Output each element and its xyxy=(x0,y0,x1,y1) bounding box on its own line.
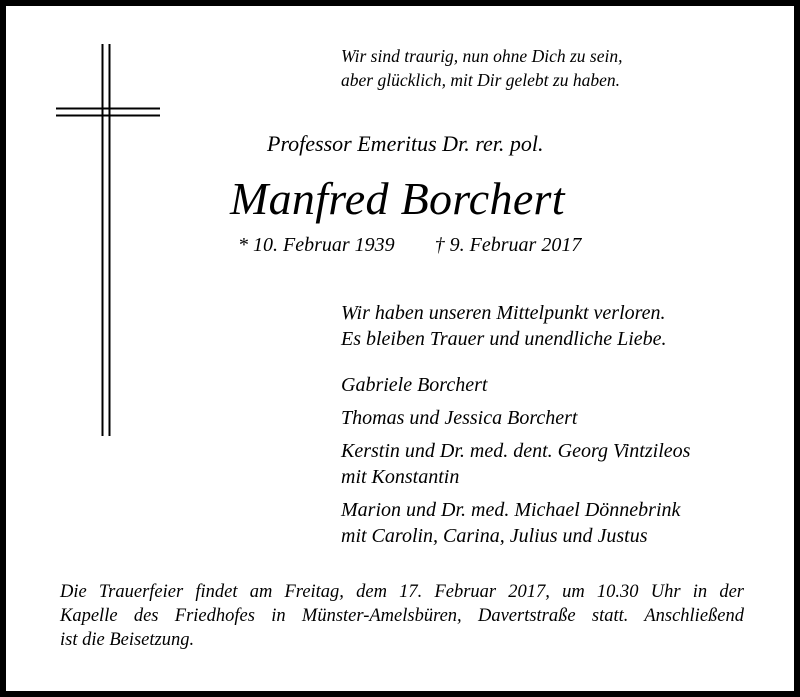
mourner-entry xyxy=(341,405,690,431)
quote-line: Es bleiben Trauer und unendliche Liebe. xyxy=(341,328,667,350)
mourner-line: mit Konstantin xyxy=(341,466,460,488)
mourner-entry xyxy=(341,497,690,549)
motto-line: aber glücklich, mit Dir gelebt zu haben. xyxy=(341,70,620,90)
mourner-line: Thomas und Jessica Borchert xyxy=(341,407,578,429)
mourner-line: Kerstin und Dr. med. dent. Georg Vintzileos xyxy=(341,440,691,462)
quote-line: Wir haben unseren Mittelpunkt verloren. xyxy=(341,302,666,324)
deceased-name: Manfred Borchert xyxy=(230,173,565,224)
death-date: † 9. Februar 2017 xyxy=(434,234,582,256)
notice-line: Kapelle des Friedhofes in Münster-Amelsbüren, Davertstraße statt. Anschließend xyxy=(60,606,744,626)
mourner-entry xyxy=(341,438,690,490)
birth-date: * 10. Februar 1939 xyxy=(238,234,395,256)
mourner-line: Marion und Dr. med. Michael Dönnebrink xyxy=(341,499,681,521)
cross-icon xyxy=(56,44,160,436)
academic-title: Professor Emeritus Dr. rer. pol. xyxy=(267,131,544,156)
farewell-quote xyxy=(341,300,667,352)
notice-line: Die Trauerfeier findet am Freitag, dem 17. Februar 2017, um 10.30 Uhr in der xyxy=(60,582,744,602)
motto-line: Wir sind traurig, nun ohne Dich zu sein, xyxy=(341,46,623,66)
mourner-line: mit Carolin, Carina, Julius und Justus xyxy=(341,525,648,547)
mourner-line: Gabriele Borchert xyxy=(341,374,488,396)
mourners-list xyxy=(341,372,690,556)
funeral-notice xyxy=(60,580,744,652)
mourner-entry xyxy=(341,372,690,398)
notice-line: ist die Beisetzung. xyxy=(60,630,195,650)
life-dates xyxy=(238,231,581,259)
motto xyxy=(341,44,622,92)
